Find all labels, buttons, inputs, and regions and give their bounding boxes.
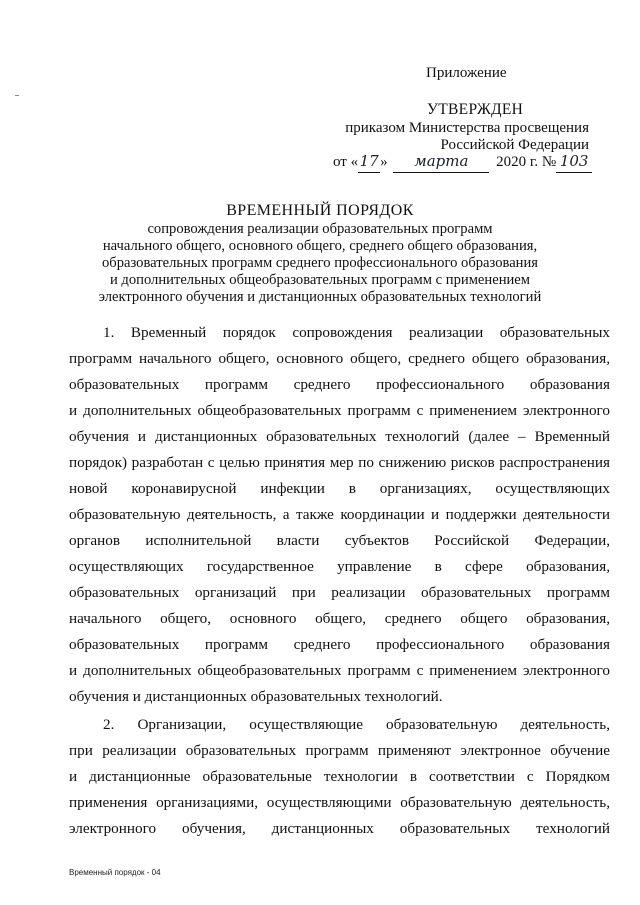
body-line: 2. Организации, осуществляющие образовательную деятельность, (103, 716, 610, 733)
handwritten-order-number: 103 (556, 150, 592, 173)
body-line: образовательных программ среднего профессионального образования (69, 636, 610, 653)
body-line: органов исполнительной власти субъектов Российской Федерации, (69, 532, 610, 549)
body-line: образовательных организаций при реализации образовательных программ (69, 584, 610, 601)
scan-speck (15, 95, 19, 96)
handwritten-day: 17 (358, 150, 380, 173)
document-title: ВРЕМЕННЫЙ ПОРЯДОК (226, 202, 414, 219)
body-line: начального общего, основного общего, среднего общего образования, (69, 610, 610, 627)
body-line: обучения и дистанционных образовательных технологий (далее – Временный (69, 428, 610, 445)
body-line: электронного обучения, дистанционных образовательных технологий (69, 820, 610, 837)
body-line: осуществляющих государственное управление в сфере образования, (69, 558, 610, 575)
page-footer: Временный порядок - 04 (69, 868, 161, 877)
approved-stamp-text: УТВЕРЖДЕН (427, 101, 524, 118)
subtitle-line: начального общего, основного общего, среднего общего образования, (102, 238, 538, 254)
date-close-quote: » (380, 154, 388, 170)
body-line: порядок) разработан с целью принятия мер по снижению рисков распространения (69, 454, 610, 471)
subtitle-line: образовательных программ среднего профессионального образования (101, 255, 539, 271)
order-country-line: Российской Федерации (440, 137, 589, 153)
body-line: и дополнительных общеобразовательных программ с применением электронного (69, 402, 610, 419)
body-line: при реализации образовательных программ применяют электронное обучение (69, 742, 610, 759)
order-issuer-line: приказом Министерства просвещения (345, 120, 589, 136)
subtitle-line: сопровождения реализации образовательных программ (147, 221, 493, 237)
body-line: применения организациями, осуществляющими образовательную деятельность, (69, 794, 610, 811)
date-year: 2020 г. № (496, 154, 557, 170)
subtitle-line: электронного обучения и дистанционных образовательных технологий (98, 289, 542, 305)
appendix-label: Приложение (426, 65, 507, 81)
handwritten-month: марта (393, 150, 489, 173)
body-line: 1. Временный порядок сопровождения реализации образовательных (103, 324, 610, 341)
subtitle-line: и дополнительных общеобразовательных программ с применением (109, 272, 531, 288)
body-line: программ начального общего, основного общего, среднего общего образования, (69, 350, 610, 367)
body-line: образовательную деятельность, а также координации и поддержки деятельности (69, 506, 610, 523)
date-prefix: от « (333, 154, 359, 170)
body-line: новой коронавирусной инфекции в организациях, осуществляющих (69, 480, 610, 497)
body-line: образовательных программ среднего профессионального образования (69, 376, 610, 393)
body-line: и дистанционные образовательные технологии в соответствии с Порядком (69, 768, 610, 785)
order-date-line (333, 150, 592, 173)
body-line: и дополнительных общеобразовательных программ с применением электронного (69, 662, 610, 679)
body-line: обучения и дистанционных образовательных технологий. (69, 688, 443, 705)
